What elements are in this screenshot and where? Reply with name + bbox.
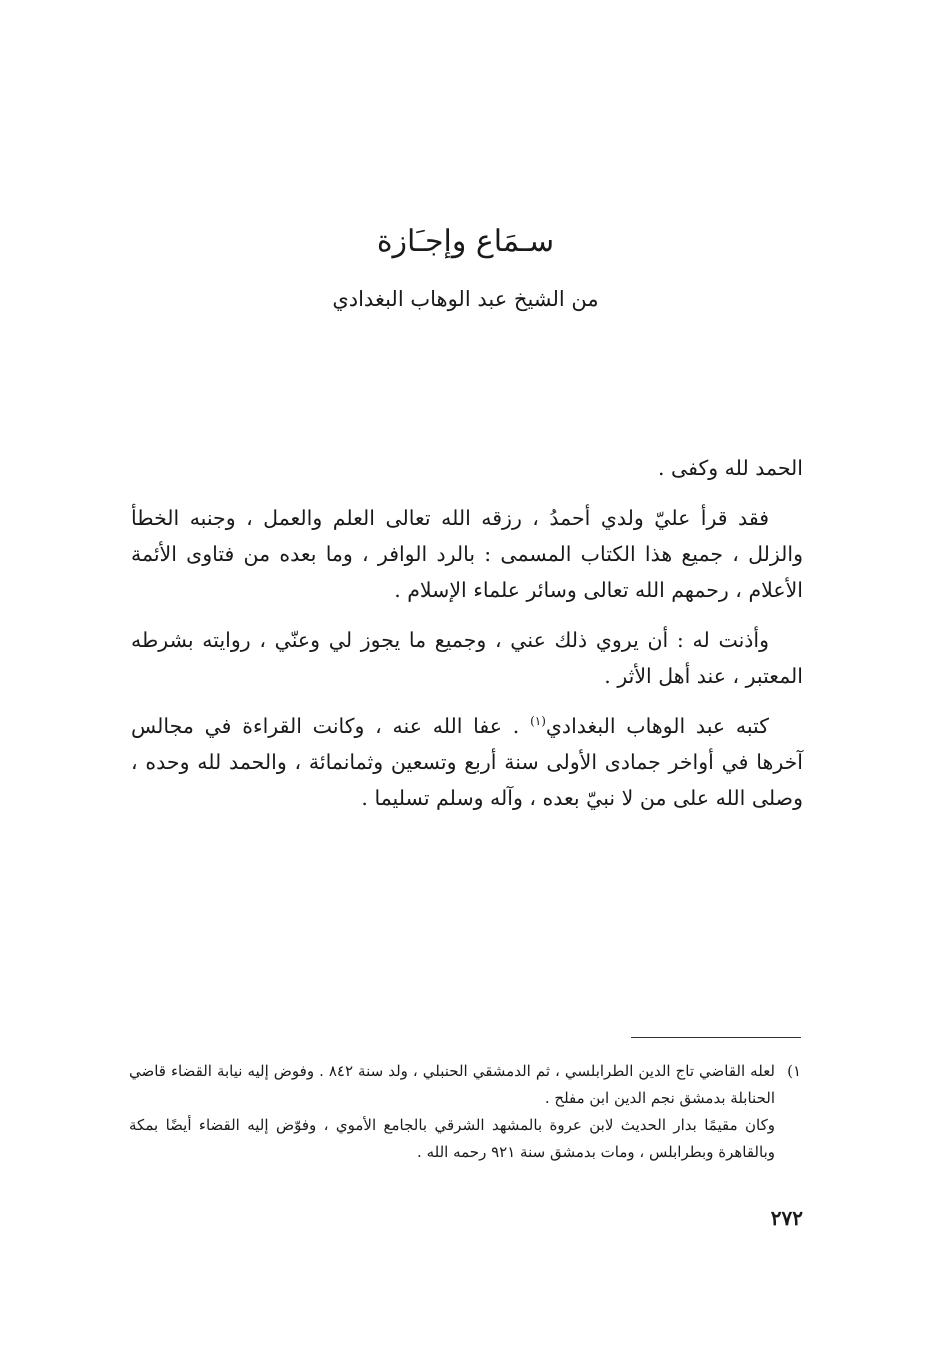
footnote-body xyxy=(129,1058,775,1166)
paragraph-1: فقد قرأ عليّ ولدي أحمدُ ، رزقه الله تعالى العلم والعمل ، وجنبه الخطأ والزلل ، جميع هذا الكتاب المسمى : بالرد الوافر ، وما بعده من فتاوى الأئمة الأعلام ، رحمهم الله تعالى وسائر علماء الإسلام . xyxy=(131,506,803,602)
footnote-text-2: وكان مقيمًا بدار الحديث لابن عروة بالمشهد الشرقي بالجامع الأموي ، وفوّض إليه القضاء أيضًا بمكة وبالقاهرة وبطرابلس ، ومات بدمشق سنة ٩٢١ رحمه الله . xyxy=(129,1116,775,1161)
footnote-marker: ١) xyxy=(787,1062,801,1080)
page-subtitle: من الشيخ عبد الوهاب البغدادي xyxy=(332,287,599,311)
opening-line: الحمد لله وكفى . xyxy=(658,456,803,480)
footnotes-section xyxy=(129,1058,801,1166)
footnote-item xyxy=(129,1058,801,1166)
main-text xyxy=(131,450,803,830)
footnote-divider xyxy=(631,1037,801,1038)
paragraph-3-start: كتبه عبد الوهاب البغدادي xyxy=(545,714,769,738)
page-number: ٢٧٢ xyxy=(770,1206,803,1230)
footnote-reference: (١) xyxy=(530,714,546,729)
page-title: سـمَاع وإجـَازة xyxy=(376,224,555,259)
paragraph-2: وأذنت له : أن يروي ذلك عني ، وجميع ما يجوز لي وعنّي ، روايته بشرطه المعتبر ، عند أهل الأثر . xyxy=(131,628,803,688)
paragraph-3-end: . عفا الله عنه ، وكانت القراءة في مجالس آخرها في أواخر جمادى الأولى سنة أربع وتسعين وثمانمائة ، والحمد لله وحده ، وصلى الله على من لا نبيّ بعده ، وآله وسلم تسليما . xyxy=(131,714,803,810)
footnote-text-1: لعله القاضي تاج الدين الطرابلسي ، ثم الدمشقي الحنبلي ، ولد سنة ٨٤٢ . وفوض إليه نيابة القضاء قاضي الحنابلة بدمشق نجم الدين ابن مفلح . xyxy=(129,1062,775,1107)
paragraph-3 xyxy=(131,708,803,816)
